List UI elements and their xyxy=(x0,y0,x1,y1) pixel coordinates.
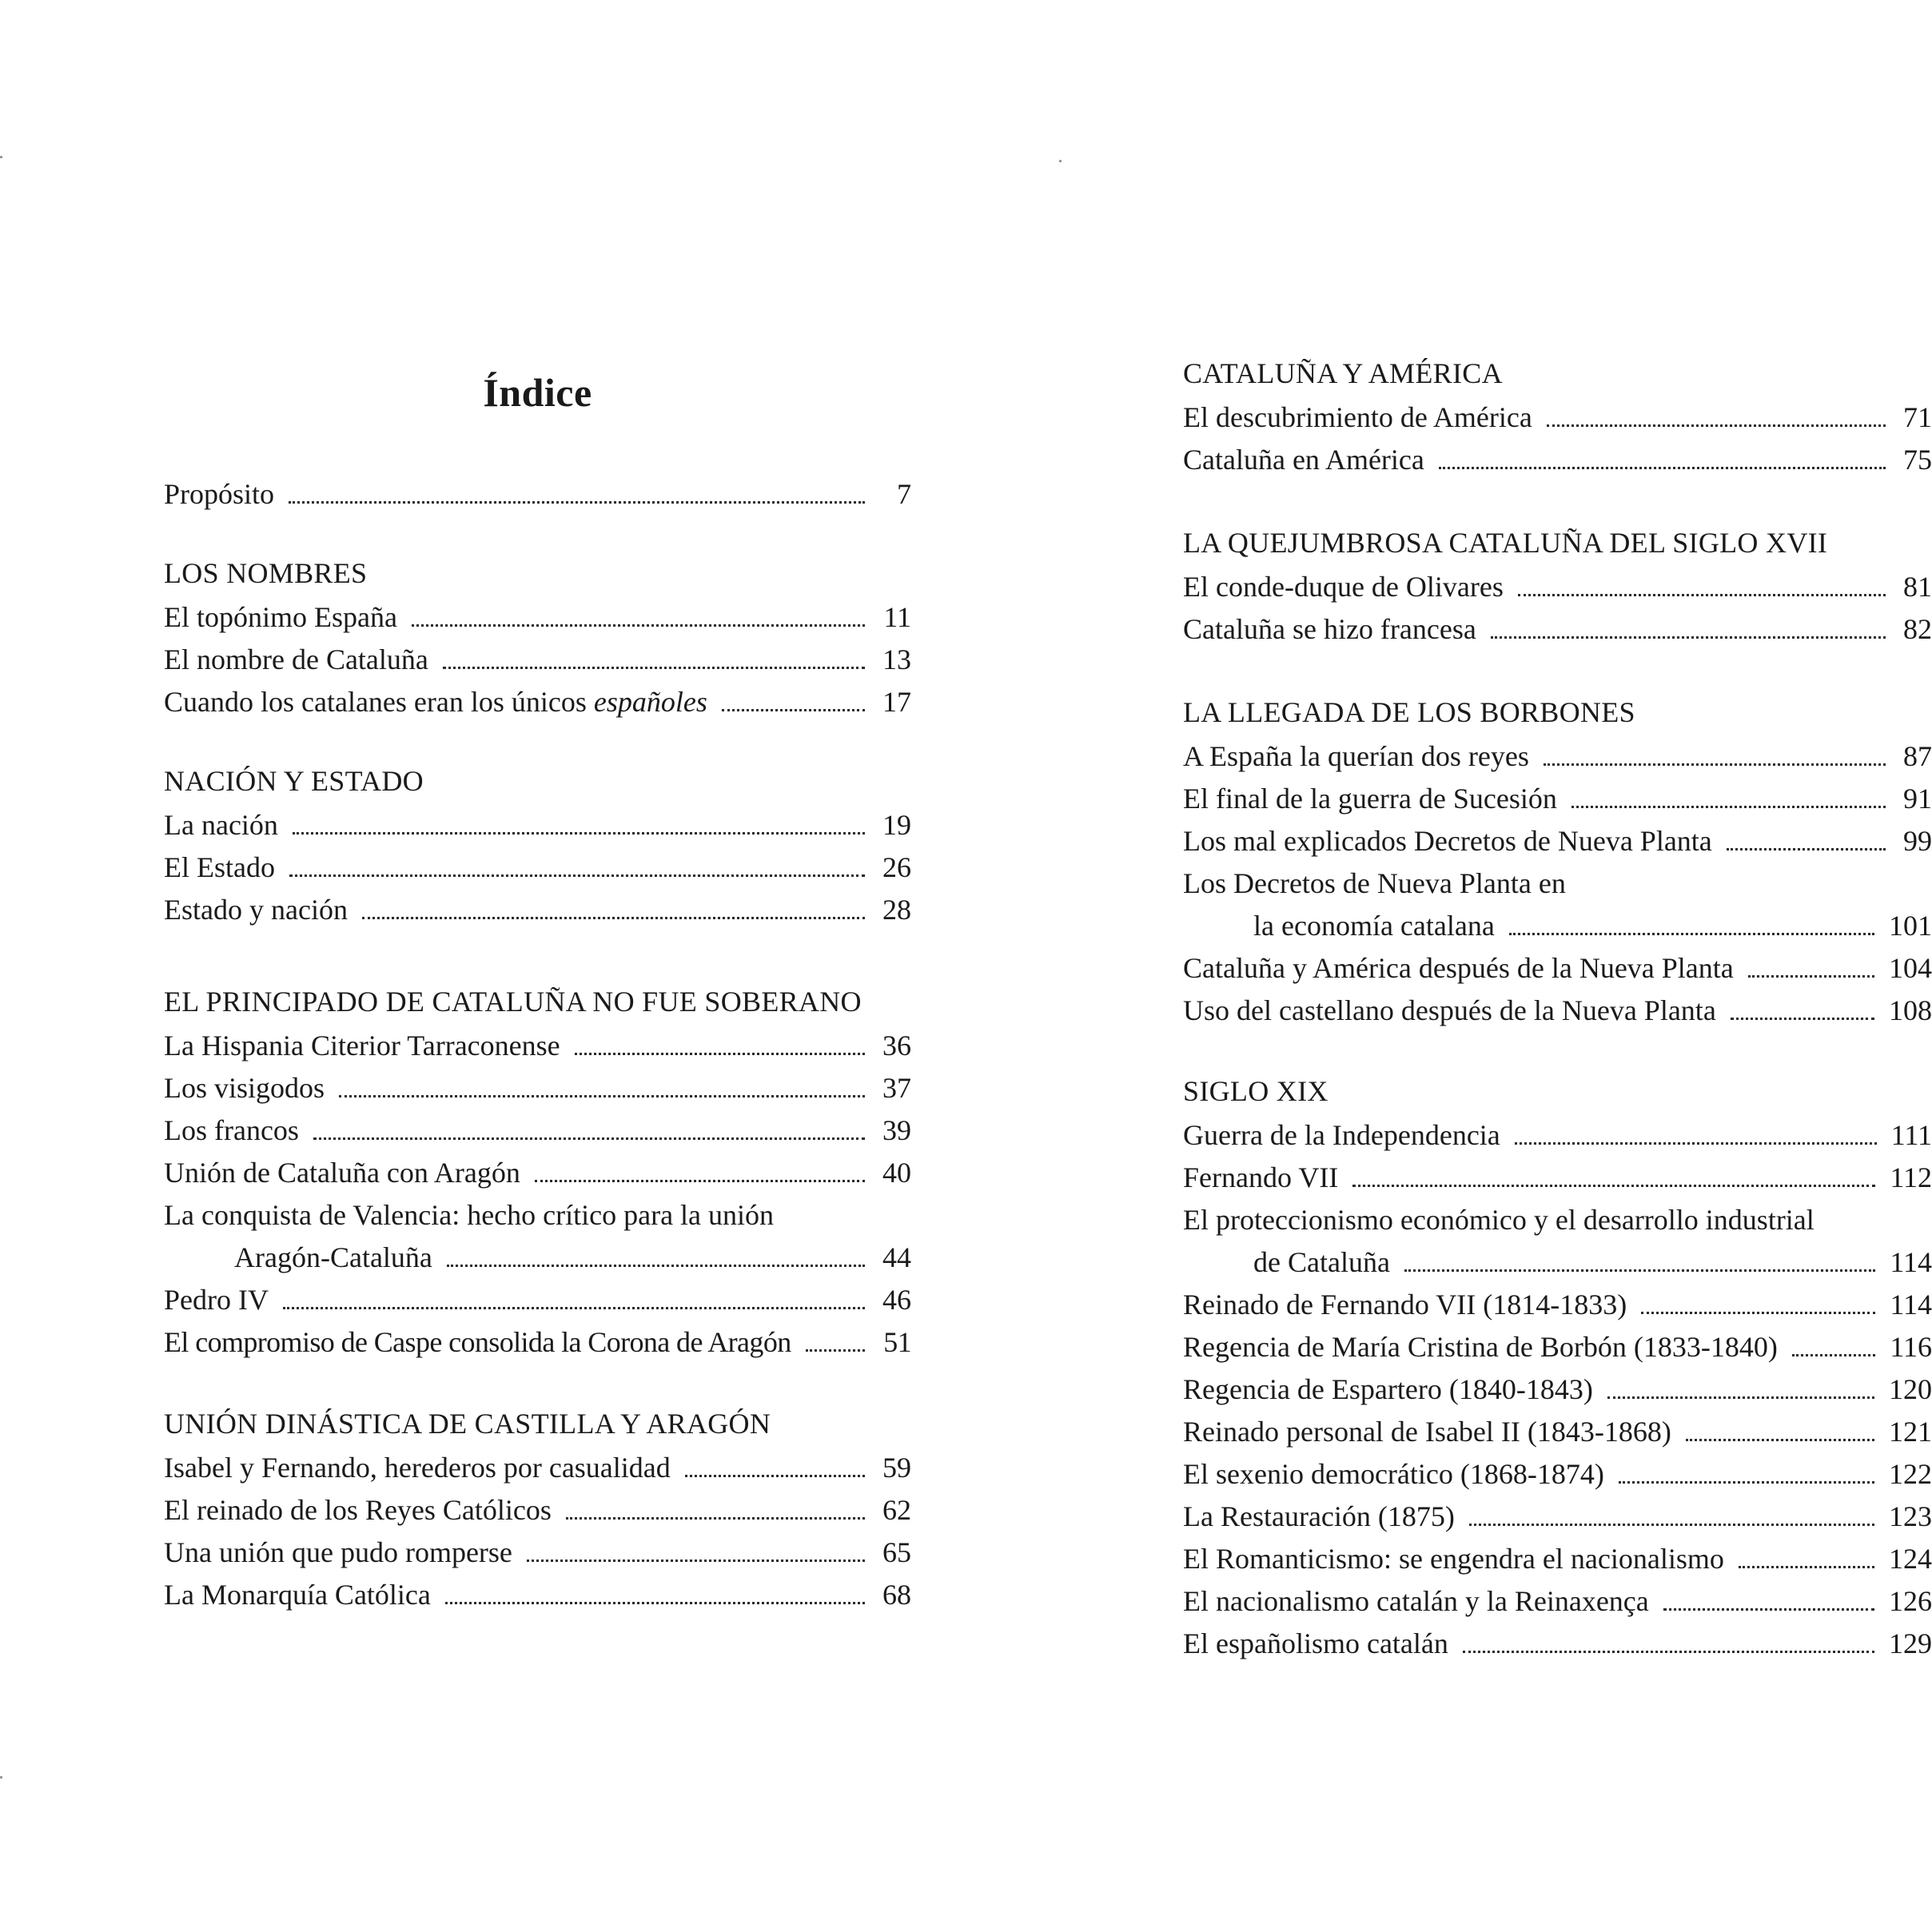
dot-leader xyxy=(443,666,865,669)
toc-entry[interactable] xyxy=(1183,568,1932,606)
entry-title: Propósito xyxy=(164,478,275,510)
toc-entry[interactable] xyxy=(164,1448,911,1487)
entry-title: El compromiso de Caspe consolida la Corona de Aragón xyxy=(164,1326,791,1358)
entry-page: 101 xyxy=(1889,910,1932,942)
toc-entry[interactable] xyxy=(1183,610,1932,648)
toc-entry[interactable] xyxy=(1183,779,1932,818)
dot-leader xyxy=(313,1137,865,1140)
dot-leader xyxy=(1748,974,1874,978)
entry-title: la economía catalana xyxy=(1253,910,1495,942)
entry-page: 104 xyxy=(1889,952,1932,984)
entry-page: 44 xyxy=(882,1241,911,1273)
entry-page: 122 xyxy=(1889,1458,1932,1490)
entry-page: 123 xyxy=(1889,1500,1932,1532)
entry-title: Regencia de Espartero (1840-1843) xyxy=(1183,1373,1593,1405)
entry-page: 51 xyxy=(883,1326,911,1358)
dot-leader xyxy=(1619,1480,1874,1484)
dot-leader xyxy=(289,500,865,504)
entry-page: 65 xyxy=(882,1536,911,1568)
entry-page: 129 xyxy=(1889,1627,1932,1659)
toc-entry[interactable] xyxy=(164,1575,911,1614)
entry-page: 59 xyxy=(882,1452,911,1484)
section-heading: UNIÓN DINÁSTICA DE CASTILLA Y ARAGÓN xyxy=(164,1408,771,1440)
entry-title: La nación xyxy=(164,809,278,841)
dot-leader xyxy=(1404,1269,1875,1272)
entry-page: 91 xyxy=(1903,783,1932,815)
toc-entry[interactable] xyxy=(164,598,911,636)
entry-page: 36 xyxy=(882,1030,911,1062)
section-heading: LA LLEGADA DE LOS BORBONES xyxy=(1183,696,1635,728)
dot-leader xyxy=(412,623,865,627)
toc-entry[interactable] xyxy=(164,1491,911,1529)
toc-entry[interactable] xyxy=(1183,822,1932,860)
section-heading: EL PRINCIPADO DE CATALUÑA NO FUE SOBERANO xyxy=(164,986,862,1018)
toc-entry-continuation[interactable] xyxy=(164,1238,911,1277)
dot-leader xyxy=(1607,1396,1874,1399)
dot-leader xyxy=(1509,932,1874,935)
toc-entry[interactable] xyxy=(164,806,911,844)
toc-entry[interactable] xyxy=(1183,1158,1932,1197)
entry-page: 99 xyxy=(1903,825,1932,857)
entry-title: La Hispania Citerior Tarraconense xyxy=(164,1030,560,1062)
entry-page: 81 xyxy=(1903,571,1932,603)
dot-leader xyxy=(1727,847,1886,850)
section-heading: SIGLO XIX xyxy=(1183,1075,1328,1107)
dot-leader xyxy=(527,1559,865,1562)
entry-page: 39 xyxy=(882,1114,911,1146)
toc-entry[interactable] xyxy=(1183,991,1932,1030)
dot-leader xyxy=(1515,1141,1877,1145)
entry-page: 26 xyxy=(882,851,911,883)
entry-title: Uso del castellano después de la Nueva Planta xyxy=(1183,994,1716,1026)
dot-leader xyxy=(1518,593,1886,596)
entry-title xyxy=(164,683,707,721)
entry-page: 37 xyxy=(882,1072,911,1104)
entry-page: 46 xyxy=(882,1284,911,1316)
entry-title: Cataluña y América después de la Nueva Planta xyxy=(1183,952,1734,984)
entry-title: El nombre de Cataluña xyxy=(164,643,428,675)
crop-mark xyxy=(0,156,2,158)
toc-entry[interactable] xyxy=(1183,1370,1932,1408)
entry-page: 62 xyxy=(882,1494,911,1526)
dot-leader xyxy=(535,1179,865,1182)
toc-entry[interactable] xyxy=(1183,737,1932,775)
entry-title: Reinado personal de Isabel II (1843-1868) xyxy=(1183,1416,1671,1448)
toc-entry[interactable] xyxy=(1183,1582,1932,1620)
section-heading: LA QUEJUMBROSA CATALUÑA DEL SIGLO XVII xyxy=(1183,527,1828,559)
dot-leader xyxy=(293,831,865,835)
toc-entry[interactable] xyxy=(1183,1624,1932,1663)
entry-title: A España la querían dos reyes xyxy=(1183,740,1529,772)
entry-title: Guerra de la Independencia xyxy=(1183,1119,1500,1151)
entry-page: 68 xyxy=(882,1579,911,1611)
entry-title-text: Cuando los catalanes eran los únicos xyxy=(164,686,594,718)
dot-leader xyxy=(283,1306,865,1309)
toc-entry[interactable] xyxy=(164,1111,911,1149)
entry-title: Los visigodos xyxy=(164,1072,325,1104)
entry-title: La Restauración (1875) xyxy=(1183,1500,1455,1532)
dot-leader xyxy=(1544,763,1886,766)
entry-title: Fernando VII xyxy=(1183,1161,1339,1193)
dot-leader xyxy=(806,1348,865,1352)
entry-page: 114 xyxy=(1890,1289,1932,1321)
dot-leader xyxy=(1571,805,1886,808)
entry-page: 75 xyxy=(1903,444,1932,476)
entry-page: 17 xyxy=(882,686,911,718)
entry-title: Los mal explicados Decretos de Nueva Planta xyxy=(1183,825,1712,857)
entry-page: 87 xyxy=(1903,740,1932,772)
dot-leader xyxy=(1686,1438,1874,1441)
entry-page: 124 xyxy=(1889,1543,1932,1575)
toc-entry[interactable] xyxy=(1183,949,1932,987)
entry-title: Cataluña se hizo francesa xyxy=(1183,613,1476,645)
entry-title: El sexenio democrático (1868-1874) xyxy=(1183,1458,1604,1490)
toc-entry[interactable] xyxy=(1183,1455,1932,1493)
dot-leader xyxy=(1491,635,1886,639)
section-heading: NACIÓN Y ESTADO xyxy=(164,765,424,797)
toc-entry[interactable] xyxy=(164,640,911,679)
entry-title: Isabel y Fernando, herederos por casualidad xyxy=(164,1452,671,1484)
dot-leader xyxy=(1739,1565,1874,1568)
dot-leader xyxy=(1641,1311,1875,1314)
toc-entry-line[interactable] xyxy=(1183,1201,1932,1239)
entry-title: El proteccionismo económico y el desarrollo industrial xyxy=(1183,1204,1814,1236)
dot-leader xyxy=(1352,1184,1875,1187)
toc-entry-line[interactable] xyxy=(1183,864,1932,902)
dot-leader xyxy=(289,874,865,877)
entry-page: 40 xyxy=(882,1157,911,1189)
toc-entry-line[interactable] xyxy=(164,1196,911,1234)
toc-entry[interactable] xyxy=(164,1323,911,1361)
toc-entry[interactable] xyxy=(164,1026,911,1065)
dot-leader xyxy=(1439,466,1886,469)
toc-entry[interactable] xyxy=(1183,440,1932,479)
toc-entry[interactable] xyxy=(1183,1285,1932,1324)
toc-entry-continuation[interactable] xyxy=(1183,1243,1932,1281)
toc-entry[interactable] xyxy=(1183,1540,1932,1578)
entry-page: 121 xyxy=(1889,1416,1932,1448)
entry-title: Regencia de María Cristina de Borbón (1833-1840) xyxy=(1183,1331,1778,1363)
toc-entry[interactable] xyxy=(164,1281,911,1319)
dot-leader xyxy=(339,1094,865,1097)
entry-page: 28 xyxy=(882,894,911,926)
entry-title: El Romanticismo: se engendra el nacionalismo xyxy=(1183,1543,1724,1575)
entry-page: 126 xyxy=(1889,1585,1932,1617)
entry-title: El reinado de los Reyes Católicos xyxy=(164,1494,552,1526)
dot-leader xyxy=(575,1052,865,1055)
toc-entry-proposito[interactable] xyxy=(164,475,911,513)
entry-title: Una unión que pudo romperse xyxy=(164,1536,512,1568)
entry-page: 7 xyxy=(897,478,911,510)
entry-title: El españolismo catalán xyxy=(1183,1627,1448,1659)
entry-title: de Cataluña xyxy=(1253,1246,1390,1278)
entry-page: 13 xyxy=(882,643,911,675)
entry-page: 71 xyxy=(1903,401,1932,433)
toc-entry[interactable] xyxy=(1183,398,1932,436)
dot-leader xyxy=(1792,1353,1876,1356)
toc-entry[interactable] xyxy=(164,1153,911,1192)
entry-title: Aragón-Cataluña xyxy=(234,1241,432,1273)
entry-page: 19 xyxy=(882,809,911,841)
toc-entry-continuation[interactable] xyxy=(1183,906,1932,945)
toc-entry[interactable] xyxy=(164,848,911,886)
dot-leader xyxy=(1547,424,1886,427)
toc-entry[interactable] xyxy=(1183,1328,1932,1366)
dot-leader xyxy=(445,1601,865,1604)
dot-leader xyxy=(722,708,865,711)
entry-title: Unión de Cataluña con Aragón xyxy=(164,1157,520,1189)
dot-leader xyxy=(685,1474,865,1477)
entry-title: Cataluña en América xyxy=(1183,444,1424,476)
toc-entry[interactable] xyxy=(164,1069,911,1107)
entry-title: La Monarquía Católica xyxy=(164,1579,431,1611)
entry-title: Pedro IV xyxy=(164,1284,269,1316)
dot-leader xyxy=(1463,1650,1874,1653)
toc-entry[interactable] xyxy=(164,1533,911,1571)
entry-title: Estado y nación xyxy=(164,894,348,926)
entry-page: 111 xyxy=(1890,1119,1932,1151)
entry-title: El final de la guerra de Sucesión xyxy=(1183,783,1557,815)
dot-leader xyxy=(362,916,865,919)
entry-page: 108 xyxy=(1889,994,1932,1026)
entry-page: 82 xyxy=(1903,613,1932,645)
toc-entry[interactable] xyxy=(1183,1116,1932,1154)
entry-title: La conquista de Valencia: hecho crítico para la unión xyxy=(164,1199,775,1231)
dot-leader xyxy=(1469,1523,1874,1526)
entry-title: Los francos xyxy=(164,1114,299,1146)
entry-title-italic: españoles xyxy=(593,686,707,718)
entry-page: 116 xyxy=(1890,1331,1932,1363)
toc-entry[interactable] xyxy=(1183,1497,1932,1536)
crop-mark xyxy=(0,1776,2,1779)
entry-title: Reinado de Fernando VII (1814-1833) xyxy=(1183,1289,1627,1321)
crop-mark xyxy=(1059,160,1062,162)
section-heading: CATALUÑA Y AMÉRICA xyxy=(1183,357,1503,389)
dot-leader xyxy=(566,1516,865,1520)
dot-leader xyxy=(1663,1607,1874,1611)
entry-page: 112 xyxy=(1890,1161,1932,1193)
section-heading: LOS NOMBRES xyxy=(164,557,368,589)
dot-leader xyxy=(447,1264,865,1267)
page-title: Índice xyxy=(483,369,592,415)
entry-title: El conde-duque de Olivares xyxy=(1183,571,1504,603)
entry-title: El nacionalismo catalán y la Reinaxença xyxy=(1183,1585,1649,1617)
toc-entry[interactable] xyxy=(164,683,911,721)
toc-entry[interactable] xyxy=(164,890,911,929)
entry-title: Los Decretos de Nueva Planta en xyxy=(1183,867,1566,899)
entry-title: El Estado xyxy=(164,851,275,883)
entry-page: 120 xyxy=(1889,1373,1932,1405)
entry-title: El descubrimiento de América xyxy=(1183,401,1532,433)
toc-entry[interactable] xyxy=(1183,1412,1932,1451)
entry-title: El topónimo España xyxy=(164,601,397,633)
dot-leader xyxy=(1731,1017,1874,1020)
entry-page: 114 xyxy=(1890,1246,1932,1278)
entry-page: 11 xyxy=(883,601,911,633)
